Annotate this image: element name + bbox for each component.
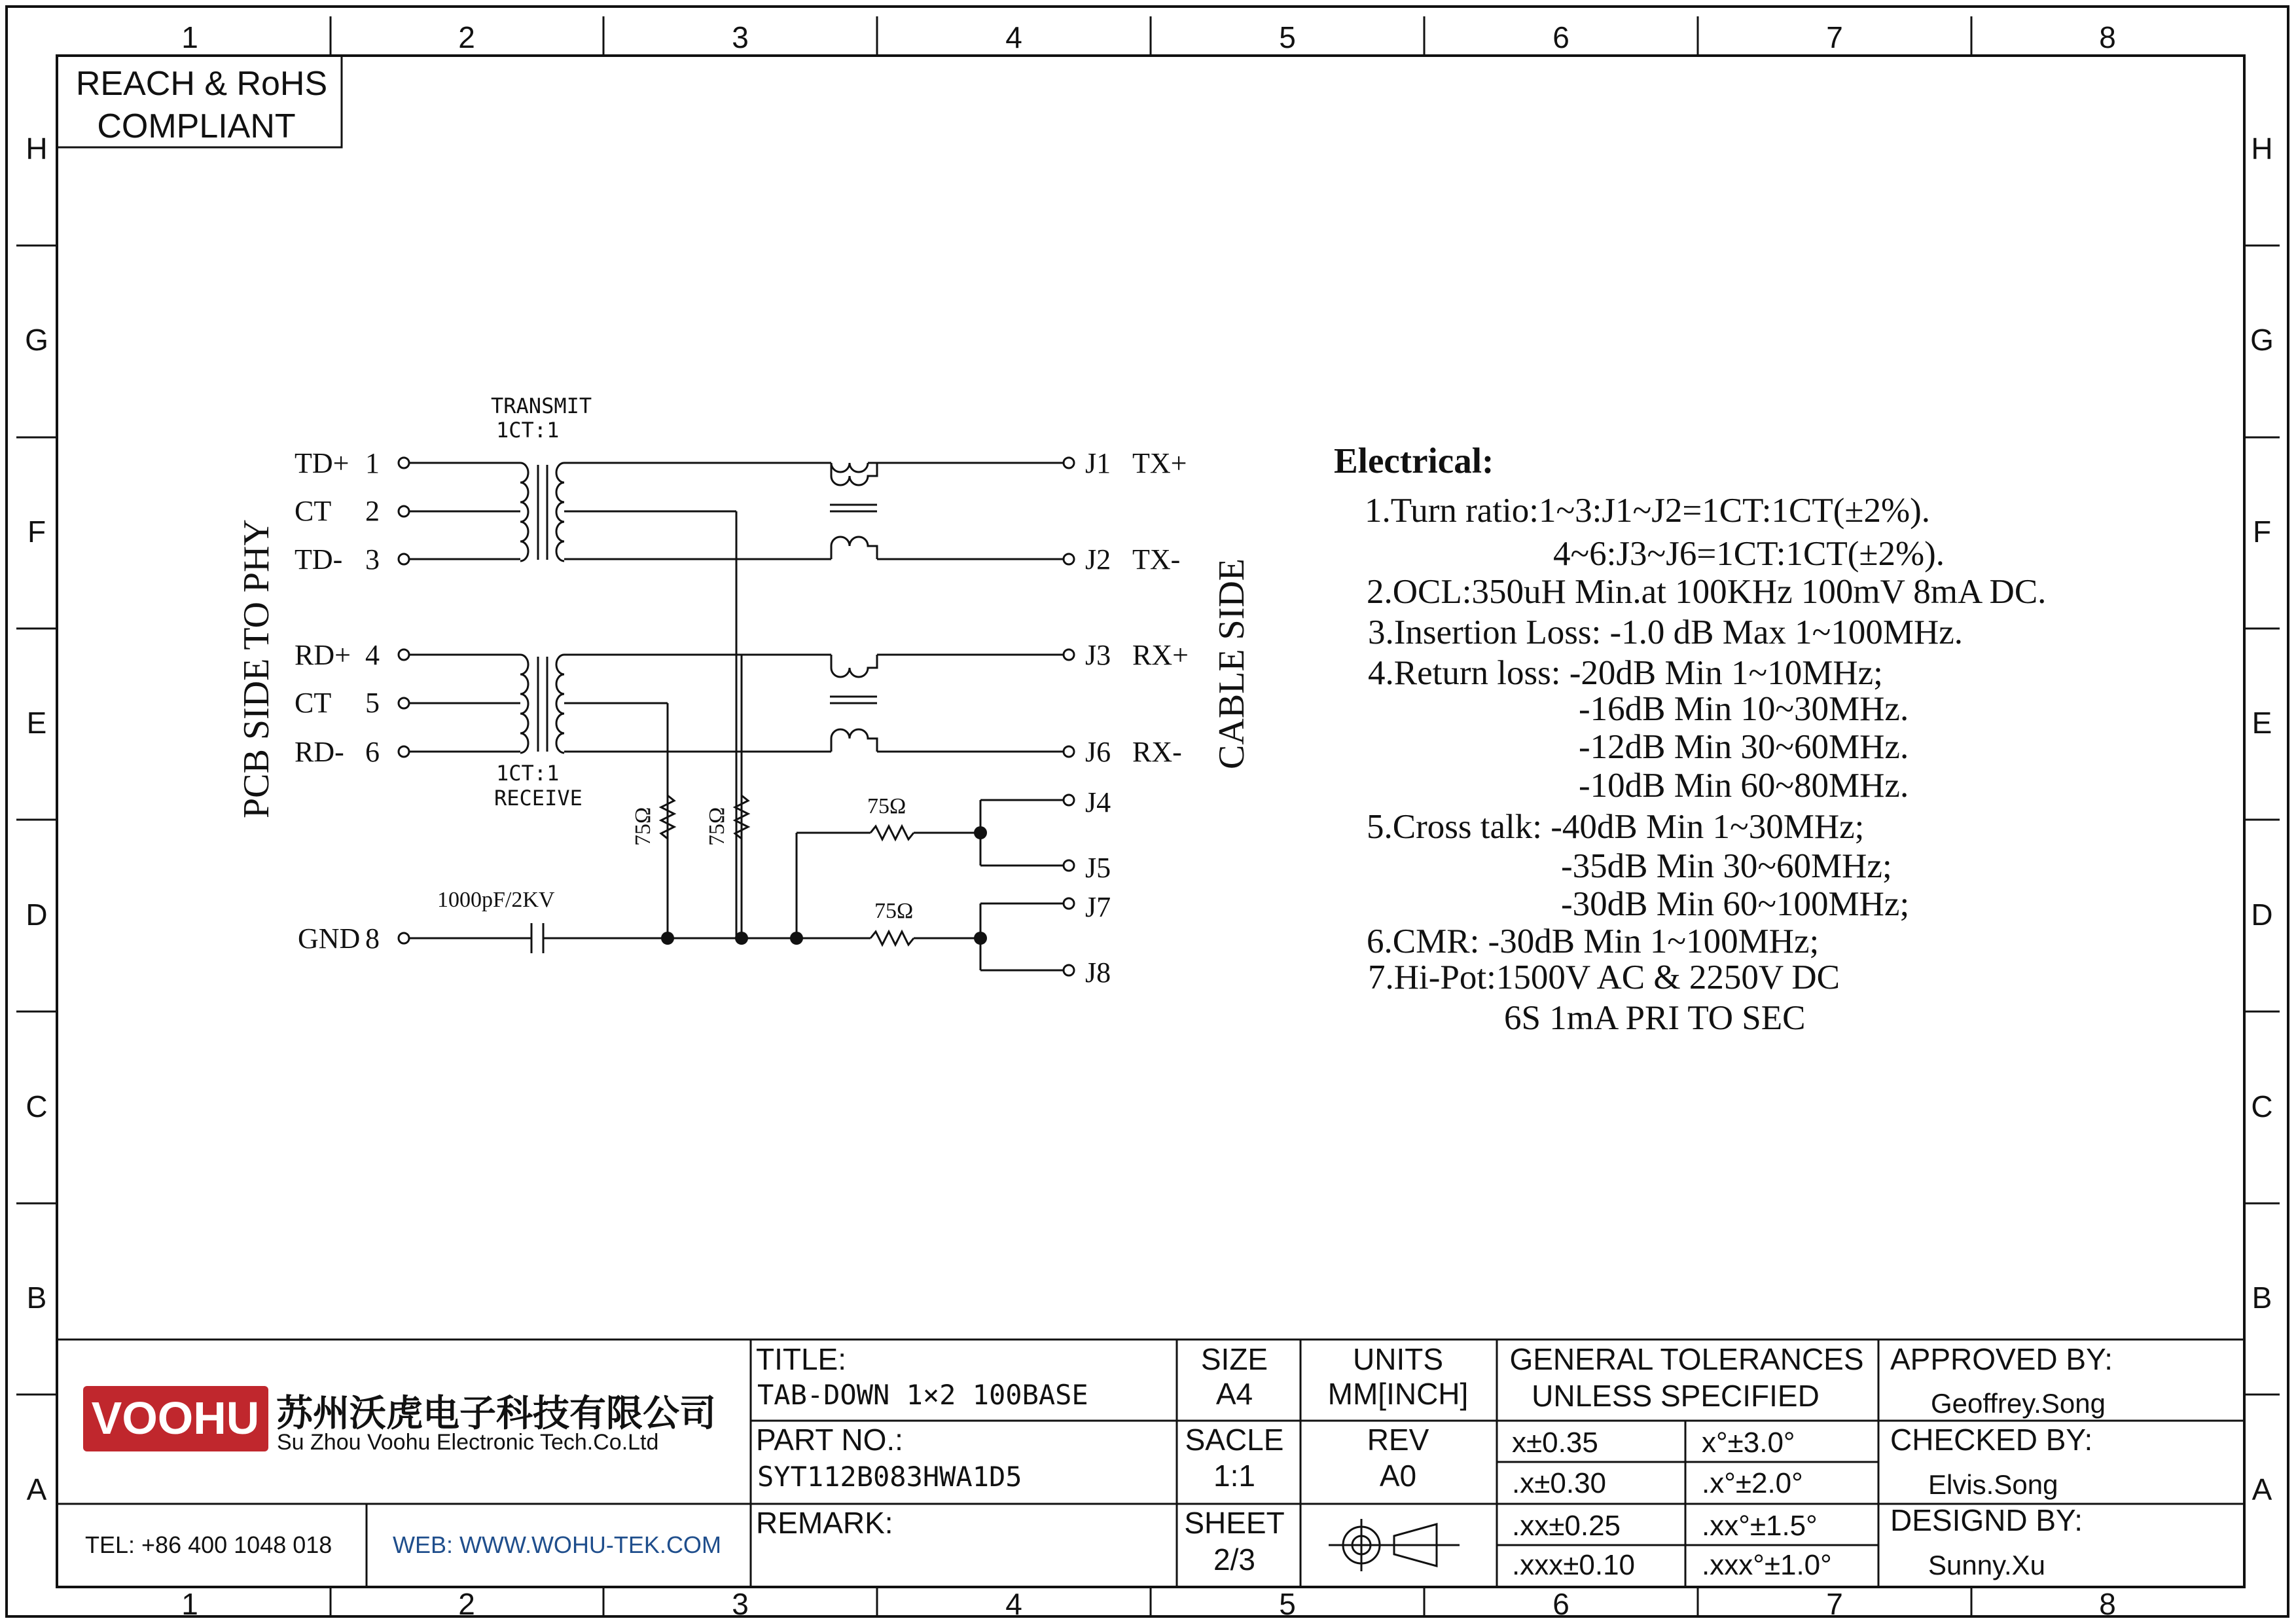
- designed-label: DESIGND BY:: [1890, 1503, 2083, 1537]
- jack-pin: J2: [1085, 543, 1111, 575]
- tolerance-linear: x±0.35: [1512, 1427, 1598, 1459]
- row-label-left: H: [26, 132, 48, 166]
- col-label-bottom: 5: [1279, 1587, 1296, 1621]
- company-tel: TEL: +86 400 1048 018: [85, 1531, 332, 1558]
- jack-signal: RX-: [1132, 736, 1182, 768]
- electrical-heading: Electrical:: [1334, 441, 1494, 481]
- transmit-transformer: [409, 463, 831, 938]
- col-label-top: 6: [1552, 20, 1570, 54]
- company-web: WEB: WWW.WOHU-TEK.COM: [393, 1531, 721, 1558]
- size-value: A4: [1215, 1377, 1253, 1411]
- ground-capacitor: [409, 923, 797, 953]
- jack-pin: J7: [1085, 891, 1111, 923]
- resistor-label: 75Ω: [874, 899, 914, 923]
- col-label-top: 8: [2099, 20, 2116, 54]
- col-label-bottom: 4: [1005, 1587, 1022, 1621]
- spec-line: -30dB Min 60~100MHz;: [1561, 885, 1910, 923]
- row-label-left: C: [26, 1089, 48, 1123]
- tolerance-header: GENERAL TOLERANCES: [1509, 1342, 1864, 1376]
- capacitor-label: 1000pF/2KV: [437, 888, 555, 912]
- pin-name: CT: [295, 495, 332, 527]
- part-number-value: SYT112B083HWA1D5: [757, 1461, 1022, 1493]
- size-label: SIZE: [1200, 1342, 1268, 1376]
- tolerance-angular: x°±3.0°: [1702, 1427, 1795, 1459]
- svg-text:VOOHU: VOOHU: [91, 1393, 260, 1444]
- receive-label: RECEIVE: [494, 786, 583, 811]
- row-label-left: A: [26, 1472, 47, 1506]
- jack-pin: J6: [1085, 736, 1111, 768]
- units-value: MM[INCH]: [1327, 1377, 1469, 1411]
- pin-number: 2: [365, 495, 380, 527]
- resistor-label: 75Ω: [705, 807, 729, 846]
- pin-name: RD-: [295, 736, 344, 768]
- jack-pin: J4: [1085, 786, 1111, 818]
- col-label-bottom: 8: [2099, 1587, 2116, 1621]
- jack-signal: RX+: [1132, 639, 1189, 671]
- spec-line: 1.Turn ratio:1~3:J1~J2=1CT:1CT(±2%).: [1365, 492, 1931, 530]
- resistor-label: 75Ω: [867, 794, 906, 818]
- checked-label: CHECKED BY:: [1890, 1423, 2093, 1457]
- receive-ratio: 1CT:1: [496, 761, 560, 786]
- pin-number: 4: [365, 639, 380, 671]
- receive-choke: [830, 655, 1064, 752]
- designed-name: Sunny.Xu: [1928, 1550, 2046, 1580]
- spec-line: -12dB Min 30~60MHz.: [1579, 728, 1909, 766]
- spec-line: 7.Hi-Pot:1500V AC & 2250V DC: [1368, 958, 1840, 996]
- electrical-notes: [1334, 441, 2046, 1037]
- part-number-label: PART NO.:: [756, 1423, 903, 1457]
- pin-number: 1: [365, 447, 380, 479]
- company-name-cn: 苏州沃虎电子科技有限公司: [276, 1393, 716, 1434]
- row-label-right: E: [2251, 706, 2272, 740]
- pin-number: 8: [365, 922, 380, 955]
- row-label-right: H: [2251, 132, 2273, 166]
- pin-number: 6: [365, 736, 380, 768]
- transmit-choke: [830, 463, 1064, 559]
- spec-line: 2.OCL:350uH Min.at 100KHz 100mV 8mA DC.: [1367, 573, 2047, 611]
- sheet-label: SHEET: [1184, 1506, 1285, 1540]
- title-label: TITLE:: [756, 1342, 847, 1376]
- pin-name: CT: [295, 687, 332, 719]
- tolerance-linear: .xx±0.25: [1512, 1510, 1621, 1542]
- spec-line: -35dB Min 30~60MHz;: [1561, 847, 1892, 885]
- rev-label: REV: [1367, 1423, 1429, 1457]
- tolerance-angular: .xx°±1.5°: [1702, 1510, 1818, 1542]
- row-label-right: A: [2251, 1472, 2272, 1506]
- row-label-right: D: [2251, 898, 2273, 932]
- schematic: [236, 393, 1252, 989]
- row-label-left: D: [26, 898, 48, 932]
- scale-label: SACLE: [1185, 1423, 1284, 1457]
- compliance-box: [57, 56, 342, 147]
- col-label-top: 3: [732, 20, 749, 54]
- pcb-side-label: PCB SIDE TO PHY: [236, 519, 277, 818]
- jack-signal: TX-: [1132, 543, 1181, 575]
- tolerance-angular: .x°±2.0°: [1702, 1467, 1803, 1499]
- rev-value: A0: [1379, 1459, 1417, 1493]
- jack-pin: J3: [1085, 639, 1111, 671]
- tolerance-angular: .xxx°±1.0°: [1702, 1549, 1832, 1581]
- company-name-en: Su Zhou Voohu Electronic Tech.Co.Ltd: [277, 1430, 659, 1455]
- pin-name: TD+: [295, 447, 350, 479]
- col-label-top: 2: [458, 20, 475, 54]
- scale-value: 1:1: [1213, 1459, 1255, 1493]
- transmit-ratio: 1CT:1: [496, 418, 560, 443]
- tolerance-linear: .x±0.30: [1512, 1467, 1607, 1499]
- pin-name: TD-: [295, 543, 343, 575]
- row-label-right: G: [2250, 323, 2274, 357]
- jack-pin: J5: [1085, 852, 1111, 884]
- spec-line: 5.Cross talk: -40dB Min 1~30MHz;: [1367, 808, 1865, 846]
- col-label-top: 4: [1005, 20, 1022, 54]
- compliance-line-1: REACH & RoHS: [75, 65, 328, 103]
- title-value: TAB-DOWN 1×2 100BASE: [757, 1379, 1088, 1411]
- remark-label: REMARK:: [756, 1506, 893, 1540]
- jack-pin: J8: [1085, 957, 1111, 989]
- spec-line: -16dB Min 10~30MHz.: [1579, 690, 1909, 728]
- tolerance-subheader: UNLESS SPECIFIED: [1532, 1379, 1820, 1413]
- row-label-left: E: [26, 706, 47, 740]
- approved-name: Geoffrey.Song: [1931, 1388, 2106, 1419]
- spec-line: 4.Return loss: -20dB Min 1~10MHz;: [1368, 654, 1883, 692]
- row-label-right: B: [2251, 1281, 2272, 1315]
- pin-number: 5: [365, 687, 380, 719]
- pin-name: RD+: [295, 639, 351, 671]
- checked-name: Elvis.Song: [1928, 1469, 2058, 1500]
- approved-label: APPROVED BY:: [1890, 1342, 2113, 1376]
- row-labels: [25, 132, 2274, 1506]
- spec-line: 6.CMR: -30dB Min 1~100MHz;: [1367, 922, 1820, 960]
- spec-line: 4~6:J3~J6=1CT:1CT(±2%).: [1553, 535, 1945, 573]
- col-label-bottom: 6: [1552, 1587, 1570, 1621]
- col-label-bottom: 2: [458, 1587, 475, 1621]
- sheet-value: 2/3: [1213, 1542, 1255, 1577]
- row-label-left: B: [26, 1281, 47, 1315]
- compliance-line-2: COMPLIANT: [97, 107, 296, 145]
- pin-number: 3: [365, 543, 380, 575]
- tolerance-linear: .xxx±0.10: [1512, 1549, 1636, 1581]
- row-ticks: [16, 246, 2280, 1395]
- units-label: UNITS: [1353, 1342, 1443, 1376]
- row-label-left: G: [25, 323, 48, 357]
- pin-name: GND: [298, 922, 361, 955]
- voohu-logo: [83, 1386, 268, 1451]
- projection-symbol-icon: [1329, 1519, 1460, 1571]
- col-label-bottom: 1: [181, 1587, 198, 1621]
- spec-line: -10dB Min 60~80MHz.: [1579, 767, 1909, 805]
- row-label-right: F: [2252, 515, 2272, 549]
- row-label-left: F: [27, 515, 46, 549]
- transmit-label: TRANSMIT: [491, 393, 592, 418]
- jack-signal: TX+: [1132, 447, 1187, 479]
- jack-pin: J1: [1085, 447, 1111, 479]
- col-label-top: 1: [181, 20, 198, 54]
- spec-line: 6S 1mA PRI TO SEC: [1504, 999, 1806, 1037]
- resistor-label: 75Ω: [631, 807, 655, 846]
- cable-side-label: CABLE SIDE: [1211, 558, 1252, 769]
- spec-line: 3.Insertion Loss: -1.0 dB Max 1~100MHz.: [1368, 613, 1963, 651]
- col-label-top: 5: [1279, 20, 1296, 54]
- title-block: [57, 1340, 2244, 1587]
- col-label-top: 7: [1826, 20, 1843, 54]
- col-label-bottom: 3: [732, 1587, 749, 1621]
- col-label-bottom: 7: [1826, 1587, 1843, 1621]
- row-label-right: C: [2251, 1089, 2273, 1123]
